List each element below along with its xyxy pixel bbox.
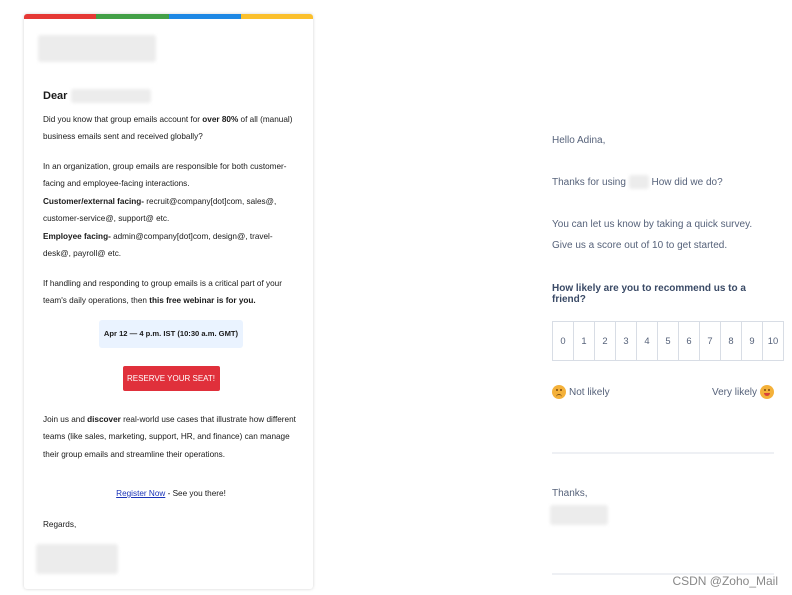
rating-scale — [552, 321, 784, 361]
divider — [552, 452, 774, 454]
survey-greeting: Hello Adina, — [552, 135, 606, 146]
redacted-sender — [550, 505, 608, 525]
rating-option-2[interactable]: 2 — [595, 322, 616, 360]
email-body — [43, 88, 299, 533]
greeting: Dear — [43, 88, 299, 106]
rating-option-9[interactable]: 9 — [742, 322, 763, 360]
context-paragraph: In an organization, group emails are responsible for both customer-facing and employee-facing interactions. — [43, 161, 287, 188]
survey-signoff: Thanks, — [552, 488, 588, 499]
webinar-paragraph: If handling and responding to group emails is a critical part of your team's daily operations, then this free webinar is for you. — [43, 278, 282, 305]
stripe-green — [96, 14, 168, 19]
rating-option-1[interactable]: 1 — [574, 322, 595, 360]
survey-question: How likely are you to recommend us to a friend? — [552, 283, 746, 305]
rating-option-6[interactable]: 6 — [679, 322, 700, 360]
redacted-signature — [36, 544, 118, 574]
email-card — [24, 14, 313, 589]
rating-option-0[interactable]: 0 — [553, 322, 574, 360]
survey-email — [552, 0, 779, 595]
rating-option-7[interactable]: 7 — [700, 322, 721, 360]
color-stripe — [24, 14, 313, 19]
redacted-name — [71, 89, 151, 103]
stripe-yellow — [241, 14, 313, 19]
happy-face-icon — [760, 385, 774, 399]
customer-facing-line: Customer/external facing- recruit@company[dot]com, sales@, customer-service@, support@ etc. — [43, 196, 277, 223]
redacted-product — [629, 175, 649, 189]
stripe-blue — [169, 14, 241, 19]
rating-option-10[interactable]: 10 — [763, 322, 783, 360]
very-likely-label: Very likely — [712, 385, 774, 399]
webinar-date: Apr 12 — 4 p.m. IST (10:30 a.m. GMT) — [99, 320, 243, 348]
employee-facing-line: Employee facing- admin@company[dot]com, design@, travel-desk@, payroll@ etc. — [43, 231, 273, 258]
rating-option-8[interactable]: 8 — [721, 322, 742, 360]
regards: Regards, — [43, 519, 77, 529]
not-likely-label: Not likely — [552, 385, 610, 399]
discover-paragraph: Join us and discover real-world use cases that illustrate how different teams (like sales, marketing, support, HR, and finance) can manage their group emails and streamline their operations. — [43, 414, 296, 459]
survey-intro: You can let us know by taking a quick survey. Give us a score out of 10 to get started. — [552, 219, 753, 251]
register-now-link[interactable]: Register Now — [116, 489, 166, 498]
watermark: CSDN @Zoho_Mail — [672, 574, 778, 588]
survey-thanks-line: Thanks for using How did we do? — [552, 177, 723, 188]
redacted-logo — [38, 35, 156, 62]
sad-face-icon — [552, 385, 566, 399]
register-line: Register Now - See you there! — [116, 489, 226, 498]
scale-labels — [552, 385, 774, 399]
rating-option-3[interactable]: 3 — [616, 322, 637, 360]
stripe-red — [24, 14, 96, 19]
intro-paragraph: Did you know that group emails account for over 80% of all (manual) business emails sent and received globally? — [43, 114, 293, 141]
reserve-seat-button[interactable]: RESERVE YOUR SEAT! — [123, 366, 220, 391]
rating-option-4[interactable]: 4 — [637, 322, 658, 360]
rating-option-5[interactable]: 5 — [658, 322, 679, 360]
